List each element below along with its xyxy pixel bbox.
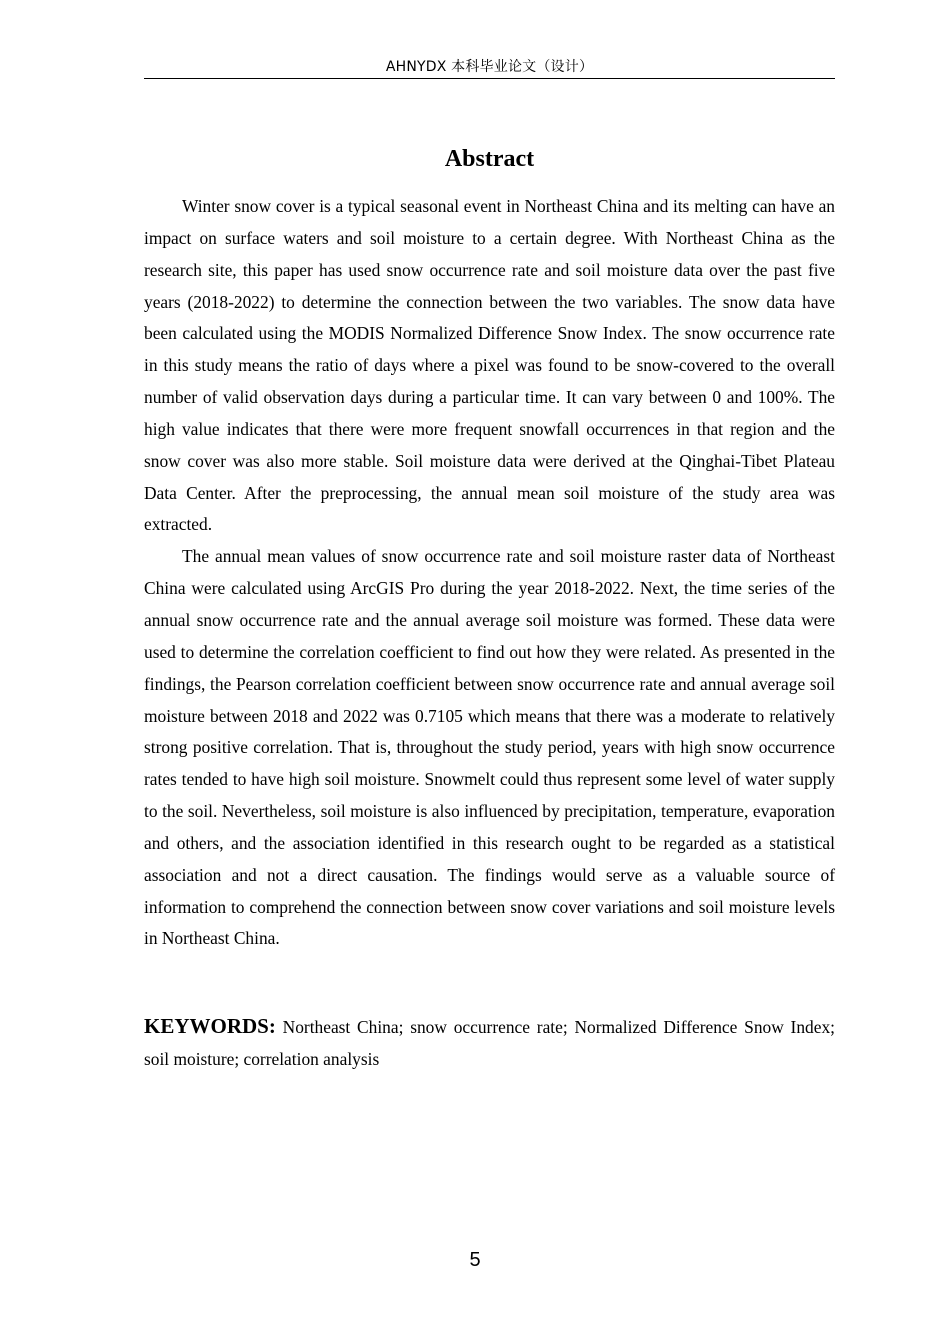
keywords-text: Northeast China; snow occurrence rate; Normalized Difference Snow Index; soil moisture; correlation analysis — [144, 1017, 835, 1069]
abstract-paragraph-1: Winter snow cover is a typical seasonal event in Northeast China and its melting can have an impact on surface waters and soil moisture to a certain degree. With Northeast China as the research site, this paper has used snow occurrence rate and soil moisture data over the past five years (2018-2022) to determine the connection between the two variables. The snow data have been calculated using the MODIS Normalized Difference Snow Index. The snow occurrence rate in this study means the ratio of days where a pixel was found to be snow-covered to the overall number of valid observation days during a particular time. It can vary between 0 and 100%. The high value indicates that there were more frequent snowfall occurrences in that region and the snow cover was also more stable. Soil moisture data were derived at the Qinghai-Tibet Plateau Data Center. After the preprocessing, the annual mean soil moisture of the study area was extracted. — [144, 196, 835, 535]
keywords-section — [144, 1010, 835, 1075]
abstract-title: Abstract — [444, 146, 535, 172]
running-header — [144, 56, 835, 79]
running-header-title: AHNYDX 本科毕业论文（设计） — [385, 59, 594, 75]
abstract-body — [144, 191, 835, 955]
keywords-label: KEYWORDS: — [144, 1014, 276, 1038]
abstract-paragraph-2: The annual mean values of snow occurrence rate and soil moisture raster data of Northeast China were calculated using ArcGIS Pro during the year 2018-2022. Next, the time series of the annual snow occurrence rate and the annual average soil moisture was formed. These data were used to determine the correlation coefficient to find out how they were related. As presented in the findings, the Pearson correlation coefficient between snow occurrence rate and annual average soil moisture between 2018 and 2022 was 0.7105 which means that there was a moderate to relatively strong positive correlation. That is, throughout the study period, years with high snow occurrence rates tended to have high soil moisture. Snowmelt could thus represent some level of water supply to the soil. Nevertheless, soil moisture is also influenced by precipitation, temperature, evaporation and others, and the association identified in this research ought to be regarded as a statistical association and not a direct causation. The findings would serve as a valuable source of information to comprehend the connection between snow cover variations and soil moisture levels in Northeast China. — [144, 546, 835, 949]
page-number: 5 — [469, 1249, 481, 1271]
